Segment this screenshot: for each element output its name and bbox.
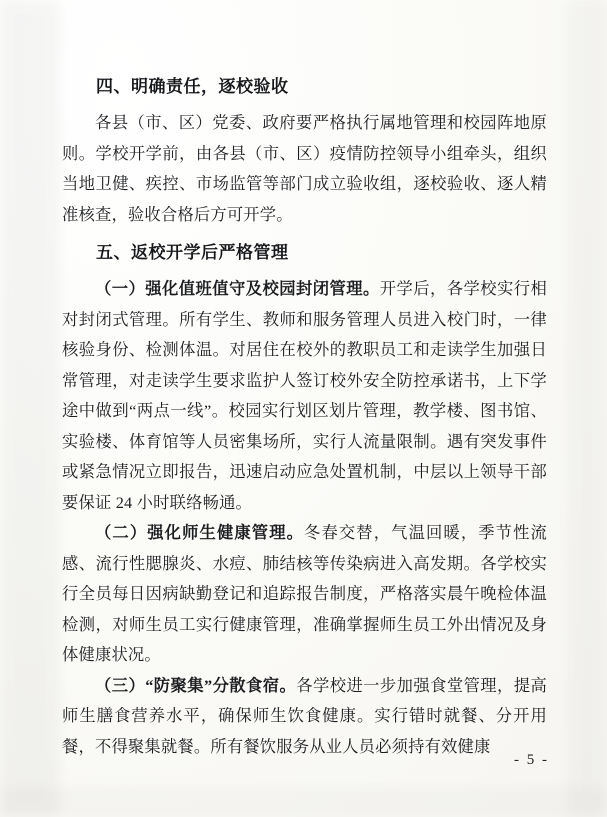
section-five-paragraph-1 [62, 274, 547, 518]
paragraph-3-body: 各学校进一步加强食堂管理，提高师生膳食营养水平，确保师生饮食健康。实行错时就餐、分开用餐，不得聚集就餐。所有餐饮服务从业人员必须持有效健康 [62, 675, 547, 756]
section-five-paragraph-3 [62, 671, 547, 763]
section-heading-five: 五、返校开学后严格管理 [96, 243, 289, 262]
paragraph-1-body: 开学后，各学校实行相对封闭式管理。所有学生、教师和服务管理人员进入校门时，一律核验身份、检测体温。对居住在校外的教职员工和走读学生加强日常管理，对走读学生要求监护人签订校外安全防控承诺书，上下学途中做到“两点一线”。校园实行划区划片管理，教学楼、图书馆、实验楼、体育馆等人员密集场所，实行人流量限制。遇有突发事件或紧急情况立即报告，迅速启动应急处置机制，中层以上领导干部要保证 24 小时联络畅通。 [62, 279, 547, 512]
section-heading-four: 四、明确责任，逐校验收 [96, 77, 289, 96]
section-five-paragraph-2 [62, 518, 547, 671]
section-four-paragraph-1: 各县（市、区）党委、政府要严格执行属地管理和校园阵地原则。学校开学前，由各县（市、区）疫情防控领导小组牵头，组织当地卫健、疾控、市场监管等部门成立验收组，逐校验收、逐人精准核查，验收合格后方可开学。 [62, 113, 547, 224]
paragraph-2-lead: （二）强化师生健康管理。 [95, 523, 305, 542]
page-number: - 5 - [514, 752, 549, 768]
paragraph-3-lead: （三）“防聚集”分散食宿。 [95, 675, 297, 695]
paragraph-1-lead: （一）强化值班值守及校园封闭管理。 [95, 279, 380, 298]
paragraph-2-body: 冬春交替，气温回暖，季节性流感、流行性腮腺炎、水痘、肺结核等传染病进入高发期。各学校实行全员每日因病缺勤登记和追踪报告制度，严格落实晨午晚检体温检测，对师生员工实行健康管理，准确掌握师生员工外出情况及身体健康状况。 [62, 523, 547, 664]
